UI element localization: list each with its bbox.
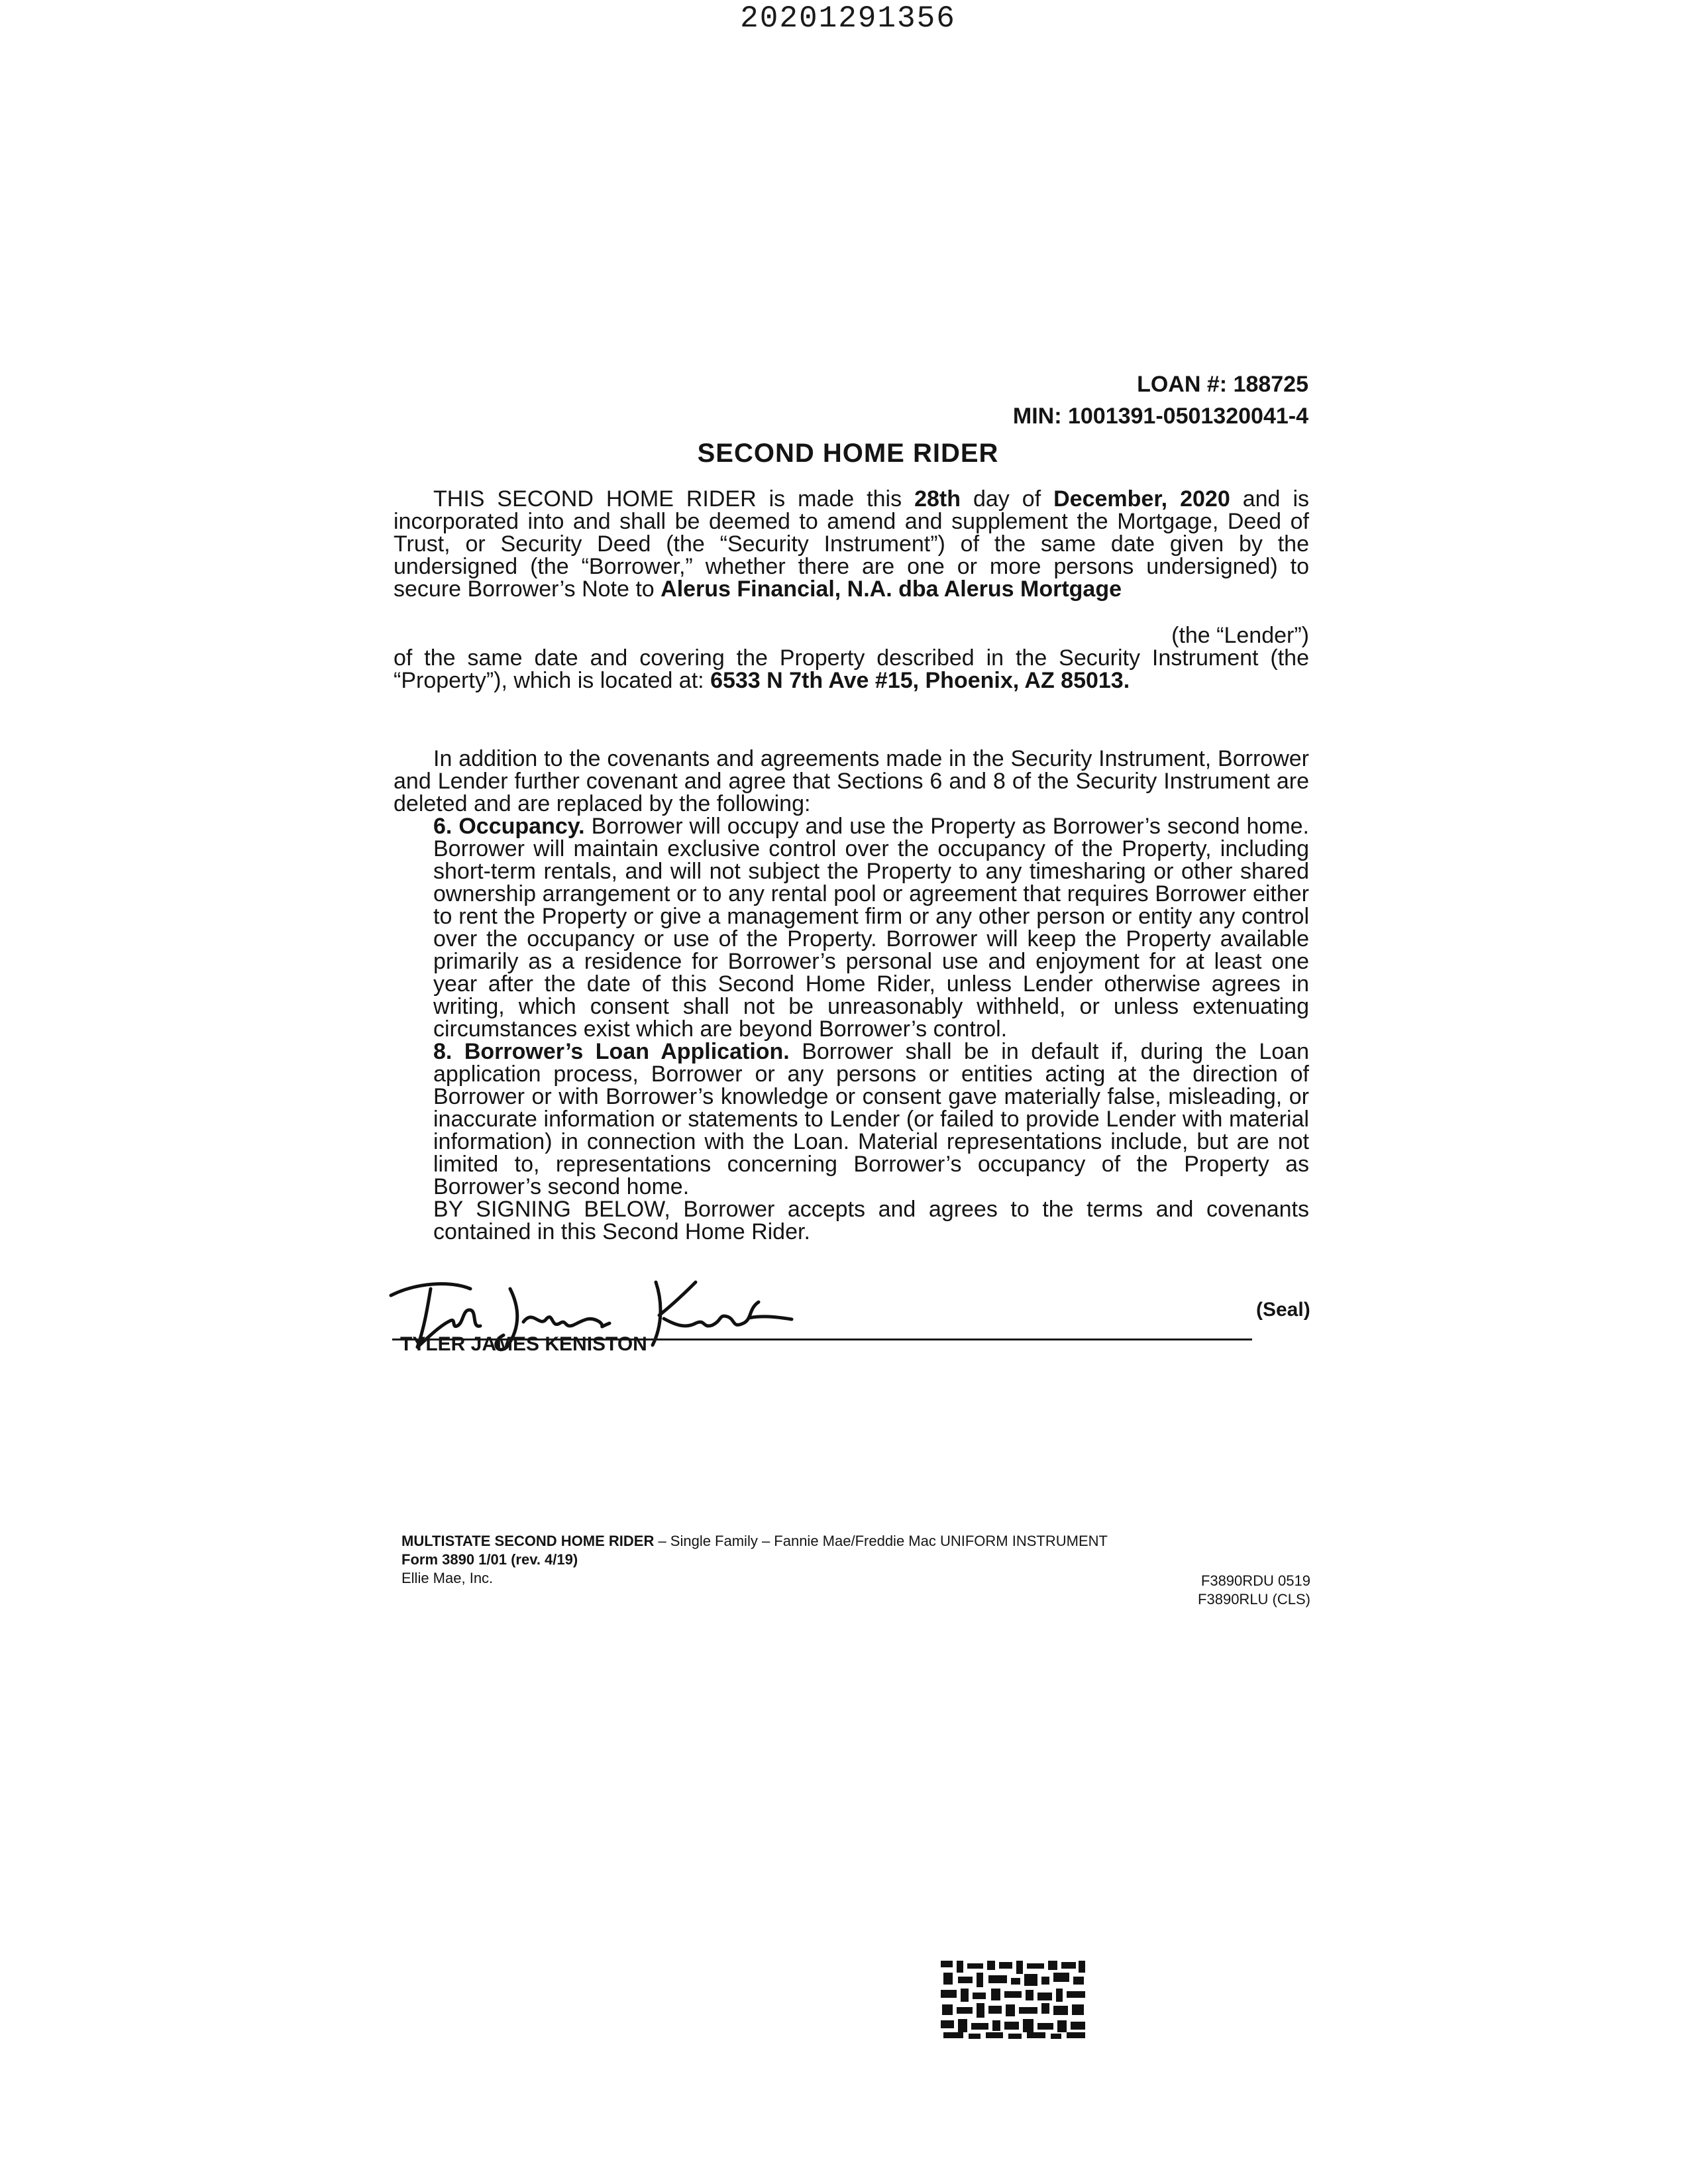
intro-paragraph	[394, 488, 1309, 600]
loan-identifiers	[1013, 368, 1308, 432]
section-6-occupancy	[394, 815, 1309, 1040]
form-code-2: F3890RLU (CLS)	[1198, 1591, 1310, 1608]
min-number: MIN: 1001391-0501320041-4	[1012, 404, 1308, 429]
property-address: 6533 N 7th Ave #15, Phoenix, AZ 85013.	[710, 668, 1130, 693]
borrower-printed-name: TYLER JAMES KENISTON	[400, 1333, 647, 1355]
lender-name: Alerus Financial, N.A. dba Alerus Mortgage	[661, 576, 1122, 602]
covenants-intro: In addition to the covenants and agreements made in the Security Instrument, Borrower and Lender further covenant and agree that Sections 6 and 8 of the Security Instrument are deleted and are replaced by the following:	[394, 746, 1309, 816]
document-title: SECOND HOME RIDER	[697, 439, 999, 468]
section-6-body: Borrower will occupy and use the Property as Borrower’s second home. Borrower will maintain exclusive control over the occupancy of the Property, including short-term rentals, and will not subject the Property to any timesharing or other shared ownership arrangement or to any rental pool or agreement that requires Borrower either to rent the Property or give a management firm or any other person or entity any control over the occupancy or use of the Property. Borrower will keep the Property available primarily as a residence for Borrower’s personal use and enjoyment for at least one year after the date of this Second Home Rider, unless Lender otherwise agrees in writing, which consent shall not be unreasonably withheld, or unless extenuating circumstances exist which are beyond Borrower’s control.	[433, 814, 1309, 1042]
barcode-icon	[938, 1958, 1088, 2041]
intro-paragraph-continued	[394, 624, 1309, 692]
form-subtitle: – Single Family – Fannie Mae/Freddie Mac UNIFORM INSTRUMENT	[654, 1533, 1108, 1549]
rider-day: 28th	[914, 486, 961, 512]
section-8-loan-application	[394, 1040, 1309, 1198]
intro-text-2: day of	[961, 486, 1054, 512]
form-code-1: F3890RDU 0519	[1200, 1572, 1310, 1589]
intro-text-3: and is incorporated into and shall be deemed to amend and supplement the Mortgage, Deed of Trust, or Security Deed (the “Security Instrument”) of the same date given by the undersigned (the “Borrower,” whether there are one or more persons undersigned) to secure Borrower’s Note to	[394, 486, 1309, 602]
form-footer	[401, 1532, 1108, 1588]
form-title-line	[401, 1532, 1108, 1551]
intro-text-4: of the same date and covering the Property described in the Security Instrument (the “Property”), which is located at:	[394, 645, 1309, 693]
lender-label: (the “Lender”)	[1171, 623, 1309, 648]
form-publisher: Ellie Mae, Inc.	[401, 1570, 494, 1586]
loan-number: LOAN #: 188725	[1137, 372, 1308, 397]
covenants-body	[394, 747, 1309, 1243]
form-codes	[1198, 1572, 1310, 1609]
seal-label: (Seal)	[1256, 1299, 1310, 1321]
section-8-heading: 8. Borrower’s Loan Application.	[433, 1039, 790, 1064]
intro-text-1: THIS SECOND HOME RIDER is made this	[433, 486, 915, 512]
document-number: 20201291356	[740, 1, 956, 36]
form-number: Form 3890 1/01 (rev. 4/19)	[401, 1551, 578, 1568]
signature-text: Tyler James Kenist	[378, 1254, 468, 1265]
section-8-body: Borrower shall be in default if, during the Loan application process, Borrower or any persons or entities acting at the direction of Borrower or with Borrower’s knowledge or consent gave materially false, misleading, or inaccurate information or statements to Lender (or failed to provide Lender with material information) in connection with the Loan. Material representations include, but are not limited to, representations concerning Borrower’s occupancy of the Property as Borrower’s second home.	[433, 1039, 1309, 1199]
form-title: MULTISTATE SECOND HOME RIDER	[401, 1533, 655, 1549]
rider-month-year: December, 2020	[1053, 486, 1230, 512]
signing-clause: BY SIGNING BELOW, Borrower accepts and agrees to the terms and covenants contained in this Second Home Rider.	[433, 1197, 1309, 1244]
section-6-heading: 6. Occupancy.	[433, 814, 585, 839]
